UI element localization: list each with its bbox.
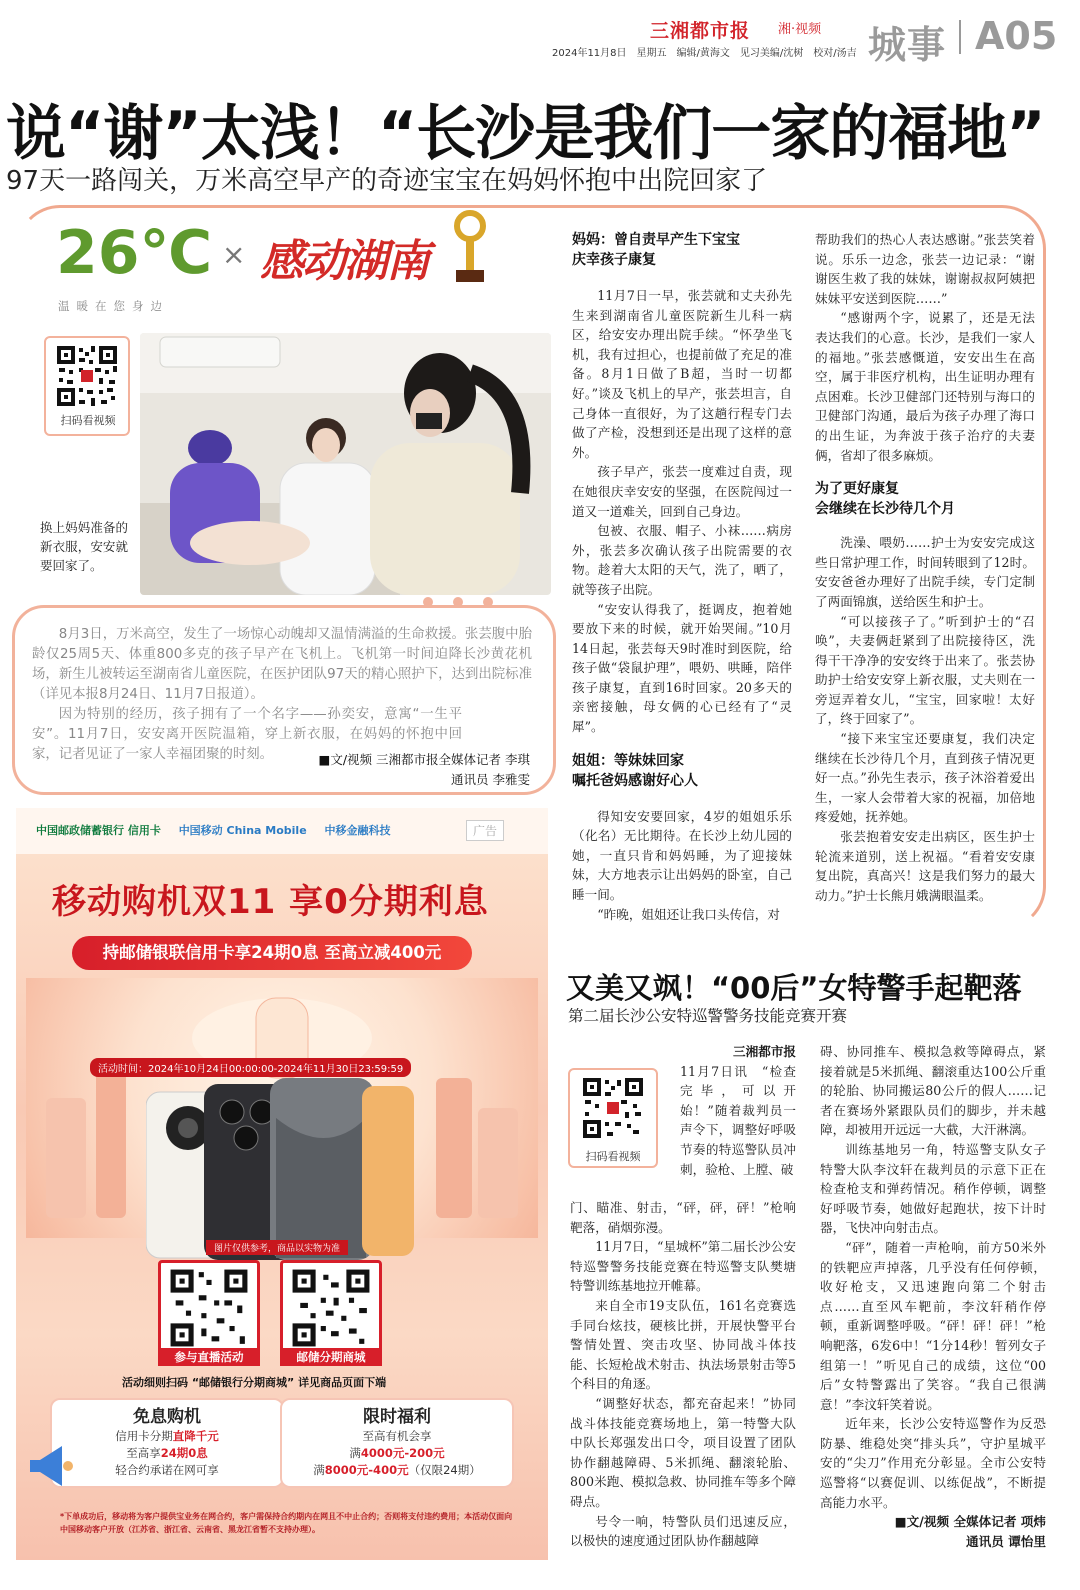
page-headline: 说“谢”太浅！“长沙是我们一家的福地” (6, 99, 1045, 169)
story1-column-1 (572, 230, 792, 924)
body-paragraph: 帮助我们的热心人表达感谢。”张芸笑着说。乐乐一边念，张芸一边记录：“谢谢医生救了我的妹妹，谢谢叔叔阿姨把妹妹平安送到医院……” (815, 232, 1035, 306)
body-paragraph: 11月7日一早，张芸就和丈夫孙先生来到湖南省儿童医院新生儿科一病区，给安安办理出院手续。“怀孕坐飞机，我有过担心，也提前做了充足的准备。8月1日做了B超，当时一切都好。”谈及飞机上的早产，张芸坦言，自己身体一直很好，为了这趟行程专门去做了产检，没想到还是出现了这样的意外。 (572, 288, 792, 460)
logo-26c: 26℃ (56, 218, 213, 288)
ad-detail-note: 活动细则扫码 “邮储银行分期商城” 详见商品页面下端 (122, 1376, 387, 1389)
qr-code-label: 扫码看视频 (585, 1150, 641, 1163)
ad-card-line: 信用卡分期直降千元 (115, 1429, 219, 1443)
lead-text (32, 625, 532, 765)
byline-line: 通讯员 谭怡里 (966, 1533, 1046, 1549)
body-paragraph: 近年来，长沙公安特巡警作为反恐防暴、维稳处突“排头兵”，守护星城平安的“尖刀”作用充分彰显。全市公安特巡警将“以赛促训、以练促战”，不断提高能力水平。 (820, 1416, 1046, 1510)
ad-logo-china-mobile: 中国移动 China Mobile (178, 824, 307, 837)
body-paragraph: “昨晚，姐姐还让我口头传信，对 (597, 906, 780, 922)
lead-paragraph: 因为特别的经历，孩子拥有了一个名字——孙奕安，意寓“一生平安”。11月7日，安安离开医院温箱，穿上新衣服，在妈妈的怀抱中回家，记者见证了一家人幸福团聚的时刻。 (32, 707, 462, 762)
ad-logos (36, 822, 391, 838)
dateline-source: 三湘都市报 (733, 1044, 796, 1059)
body-paragraph: 得知安安要回家，4岁的姐姐乐乐（化名）无比期待。在长沙上幼儿园的她，一直只肯和妈妈睡，为了迎接妹妹，大方地表示让出妈妈的卧室，自己睡一间。 (572, 808, 792, 903)
ad-banner: 持邮储银联信用卡享24期0息 至高立减400元 (72, 936, 472, 970)
byline-line: ■文/视频 全媒体记者 项炜 (894, 1514, 1046, 1530)
ad-image-note: 图片仅供参考，商品以实物为准 (206, 1240, 348, 1255)
ad-activity-time: 活动时间：2024年10月24日00:00:00-2024年11月30日23:59:59 (90, 1058, 411, 1077)
ad-qr-live-label: 参与直播活动 (158, 1348, 260, 1366)
masthead-meta: 2024年11月8日 星期五 编辑/黄海文 见习美编/沈树 校对/汤吉 (552, 48, 857, 59)
dateline-paragraph: 11月7日讯 “检查完毕，可以开始！”随着裁判员一声令下，调整好呼吸节奏的特巡警队员冲刺，验枪、上膛、破 (680, 1063, 796, 1177)
ad-card-line: 至高有机会享 (362, 1429, 432, 1443)
subhead-mother-1: 妈妈：曾自责早产生下宝宝 (572, 232, 740, 248)
byline (290, 750, 530, 790)
advertisement[interactable] (16, 808, 548, 1560)
body-paragraph: 孩子早产，张芸一度难过自责，现在她很庆幸安安的坚强，在医院闯过一道又一道难关，回到自己身边。 (572, 464, 792, 519)
lead-paragraph: 8月3日，万米高空，发生了一场惊心动魄却又温情满溢的生命救援。张芸腹中胎龄仅25周5天、体重800多克的孩子早产在飞机上。飞机第一时间迫降长沙黄花机场，新生儿被转运至湖南省儿童医院，在医护团队97天的精心照护下，达到出院标准（详见本报8月24日、11月7日报道）。 (32, 627, 532, 702)
ad-card-interest-free (50, 1398, 284, 1488)
byline-line: ■文/视频 三湘都市报全媒体记者 李琪 (318, 752, 530, 767)
qr-code-icon (581, 1076, 645, 1140)
story2-headline: 又美又飒！“00后”女特警手起靶落 (566, 971, 1022, 1005)
ad-card-line: 满8000元-400元（仅限24期） (313, 1463, 481, 1477)
ad-title: 移动购机双11 享0分期利息 (52, 882, 489, 922)
byline-line: 通讯员 李雅雯 (451, 772, 530, 787)
trophy-icon (440, 208, 500, 290)
ad-logo-cm-fintech: 中移金融科技 (324, 824, 391, 837)
page-subheadline: 97天一路闯关，万米高空早产的奇迹宝宝在妈妈怀抱中出院回家了 (6, 166, 768, 196)
ad-logo-postal-bank: 中国邮政储蓄银行 信用卡 (36, 824, 161, 837)
story1-column-2 (815, 230, 1035, 905)
body-paragraph: “安安认得我了，挺调皮，抱着她要放下来的时候，就开始哭闹。”10月14日起，张芸每天9时准时到医院，给孩子做“袋鼠护理”，喂奶、哄睡，陪伴孩子康复，直到16时回家。20多天的亲密接触，母女俩的心已经有了“灵犀”。 (572, 601, 792, 735)
story2-dateline (680, 1042, 796, 1179)
qr-code-icon (290, 1267, 372, 1349)
body-paragraph: 门、瞄准、射击，“砰，砰，砰！”枪响靶落，硝烟弥漫。 (570, 1200, 796, 1235)
ad-phones-image (146, 1078, 416, 1260)
body-paragraph: “调整好状态，都充奋起来！”协同战斗体技能竞赛场地上，第一特警大队中队长郑强发出口令，项目设置了团队协作翻越障碍、5米抓绳、翻滚轮胎、800米跑、模拟急救、协同推车等多个障碍点。 (570, 1395, 796, 1509)
megaphone-icon (22, 1438, 78, 1494)
body-paragraph: 来自全市19支队伍，161名竞赛选手同台炫技，硬核比拼，开展快警平台警情处置、突击攻坚、协同战斗体技能、长短枪战术射击、执法场景射击等5个科目的角逐。 (570, 1297, 796, 1392)
body-paragraph: 洗澡、喂奶……护士为安安完成这些日常护理工作，时间转眼到了12时。安安爸爸办理好了出院手续，专门定制了两面锦旗，送给医生和护士。 (815, 535, 1035, 609)
subhead-sister-2: 嘱托爸妈感谢好心人 (572, 772, 698, 789)
ad-card-title: 免息购机 (133, 1407, 201, 1427)
story2-subheadline: 第二届长沙公安特巡警警务技能竞赛开赛 (568, 1007, 848, 1025)
ad-card-line: 满4000元-200元 (349, 1446, 445, 1460)
story2-column-1 (570, 1198, 796, 1551)
ad-card-limited-offer (280, 1398, 514, 1488)
logo-cross: × (222, 238, 246, 271)
qr-code-icon (55, 344, 119, 408)
subhead-mother-2: 庆幸孩子康复 (572, 252, 656, 268)
masthead-video-tag: 湘·视频 (778, 22, 822, 37)
section-separator (959, 20, 961, 54)
ad-card-title: 限时福利 (363, 1407, 431, 1427)
story2-column-2 (820, 1042, 1046, 1551)
body-paragraph: 11月7日，“星城杯”第二届长沙公安特巡警警务技能竞赛在特巡警支队樊塘特警训练基地拉开帷幕。 (570, 1239, 796, 1294)
ad-tag: 广告 (466, 820, 504, 841)
subhead-sister-1: 姐姐：等妹妹回家 (572, 752, 684, 769)
body-paragraph: “感谢两个字，说累了，还是无法表达我们的心意。长沙，是我们一家人的福地。”张芸感慨道，安安出生在高空，属于非医疗机构，出生证明办理有点困难。长沙卫健部门还特别与海口的卫健部门沟通，最后为孩子办理了海口的出生证，为奔波于孩子治疗的夫妻俩，省却了很多麻烦。 (815, 310, 1035, 463)
body-paragraph: 张芸抱着安安走出病区，医生护士轮流来道别，送上祝福。“看着安安康复出院，真高兴！这是我们努力的最大动力。”护士长熊月娥满眼温柔。 (815, 829, 1035, 903)
body-paragraph: 包被、衣服、帽子、小袜……病房外，张芸多次确认孩子出院需要的衣物。趁着大太阳的天气，洗了，晒了，就等孩子出院。 (572, 523, 792, 597)
body-paragraph: 训练基地另一角，特巡警支队女子特警大队李汶轩在裁判员的示意下正在检查枪支和弹药情况。稍作停顿，调整好呼吸节奏，她做好起跑状，按下计时器，飞快冲向射击点。 (820, 1141, 1046, 1236)
qr-code-label: 扫码看视频 (60, 414, 116, 427)
body-paragraph: “可以接孩子了。”听到护士的“召唤”，夫妻俩赶紧到了出院接待区，洗得干干净净的安安终于出来了。张芸协助护士给安安穿上新衣服，丈夫则在一旁逗弄着女儿，“宝宝，回家啦！太好了，终于回家了”。 (815, 613, 1035, 727)
page-number: A05 (975, 14, 1058, 58)
discharge-photo (140, 333, 551, 595)
ad-card-line: 轻合约承诺在网可享 (115, 1463, 219, 1477)
body-paragraph: “砰”，随着一声枪响，前方50米外的铁靶应声掉落，几乎没有任何停顿，收好枪支，又迅速跑向第二个射击点……直至风车靶前，李汶轩稍作停顿，重新调整呼吸。“砰！砰！砰！”枪响靶落，6发6中！“1分14秒！暂列女子组第一！”听见自己的成绩，这位“00后”女特警露出了笑容。“我自己很满意！”李汶轩笑着说。 (820, 1239, 1046, 1412)
ad-card-line: 至高享24期0息 (126, 1446, 208, 1460)
body-paragraph: 碍、协同推车、模拟急救等障碍点，紧接着就是5米抓绳、翻滚重达100公斤重的轮胎、协同搬运80公斤的假人……记者在赛场外紧跟队员们的脚步，并未越障，却被用开远远一大截，大汗淋漓。 (820, 1044, 1046, 1138)
body-paragraph: 号令一响，特警队员们迅速反应，以极快的速度通过团队协作翻越障 (570, 1513, 796, 1549)
subhead-recovery-1: 为了更好康复 (815, 481, 899, 498)
section-label: 城事 (868, 23, 947, 67)
ad-qr-mall-label: 邮储分期商城 (280, 1348, 382, 1366)
body-paragraph: “接下来宝宝还要康复，我们决定继续在长沙待几个月，直到孩子情况更好一点。”孙先生表示，孩子沐浴着爱出生，一家人会带着大家的祝福，加倍地疼爱她，抚养她。 (815, 731, 1035, 825)
photo-caption: 换上妈妈准备的新衣服，安安就要回家了。 (40, 520, 128, 573)
subhead-recovery-2: 会继续在长沙待几个月 (815, 501, 955, 518)
logo-26c-slogan: 温暖在您身边 (58, 299, 169, 313)
masthead-brand: 三湘都市报 (650, 20, 751, 42)
logo-gandong-hunan: 感动湖南 (260, 236, 428, 287)
ad-fine-print: *下单成功后，移动将为客户提供宝业务在网合约，客户需保持合约期内在网且不中止合约；否则将支付违约费用；本活动仅面向中国移动客户开放（江苏省、浙江省、云南省、黑龙江省暂不支持办理）。 (60, 1512, 513, 1534)
qr-code-icon (168, 1267, 250, 1349)
